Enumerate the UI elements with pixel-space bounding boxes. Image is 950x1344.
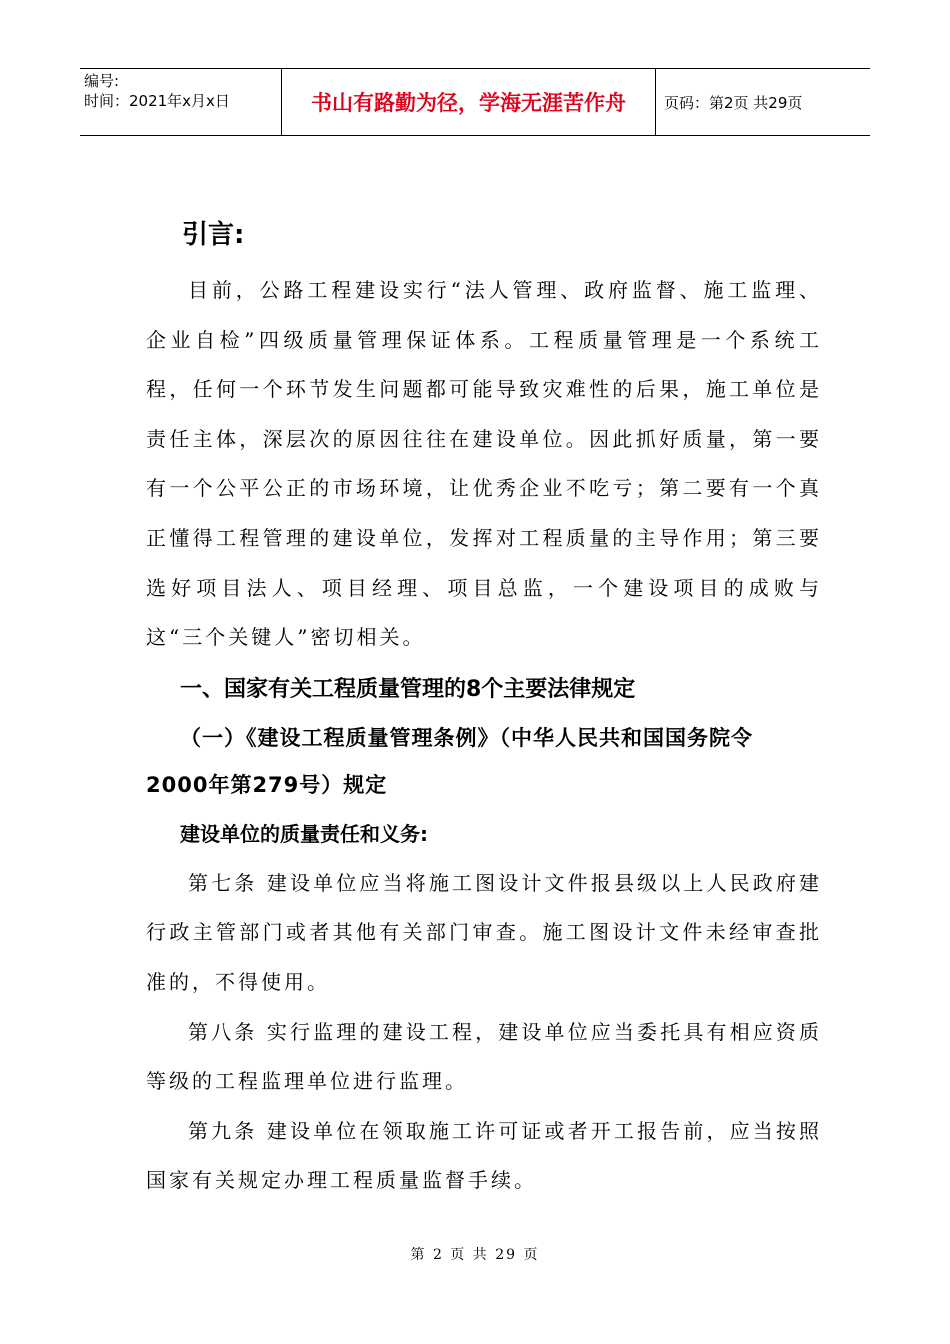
page-header xyxy=(80,68,870,136)
page-footer: 第 2 页 共 29 页 xyxy=(410,1247,540,1263)
document-body xyxy=(146,210,822,1206)
article-7: 第七条 建设单位应当将施工图设计文件报县级以上人民政府建行政主管部门或者其他有关部门审查。施工图设计文件未经审查批准的，不得使用。 xyxy=(146,870,822,994)
number-label: 编号: xyxy=(84,72,120,90)
time-label: 时间：2021年x月x日 xyxy=(84,92,230,110)
subsection-heading: 建设单位的质量责任和义务: xyxy=(180,821,428,846)
section-heading-2: （一）《建设工程质量管理条例》（中华人民共和国国务院令 2000年第279号）规定 xyxy=(146,725,753,797)
header-page-info: 页码：第2页 共29页 xyxy=(664,93,803,112)
intro-paragraph: 目前，公路工程建设实行“法人管理、政府监督、施工监理、企业自检”四级质量管理保证体系。工程质量管理是一个系统工程，任何一个环节发生问题都可能导致灾难性的后果，施工单位是责任主体，深层次的原因往往在建设单位。因此抓好质量，第一要有一个公平公正的市场环境，让优秀企业不吃亏；第二要有一个真正懂得工程管理的建设单位，发挥对工程质量的主导作用；第三要选好项目法人、项目经理、项目总监，一个建设项目的成败与这“三个关键人”密切相关。 xyxy=(146,278,822,650)
article-9: 第九条 建设单位在领取施工许可证或者开工报告前，应当按照国家有关规定办理工程质量监督手续。 xyxy=(146,1118,822,1193)
article-8: 第八条 实行监理的建设工程，建设单位应当委托具有相应资质等级的工程监理单位进行监理。 xyxy=(146,1019,822,1094)
intro-title: 引言: xyxy=(182,220,245,250)
header-meta xyxy=(80,69,282,135)
section-heading-1: 一、国家有关工程质量管理的8个主要法律规定 xyxy=(180,676,636,702)
header-motto: 书山有路勤为径，学海无涯苦作舟 xyxy=(282,69,656,135)
